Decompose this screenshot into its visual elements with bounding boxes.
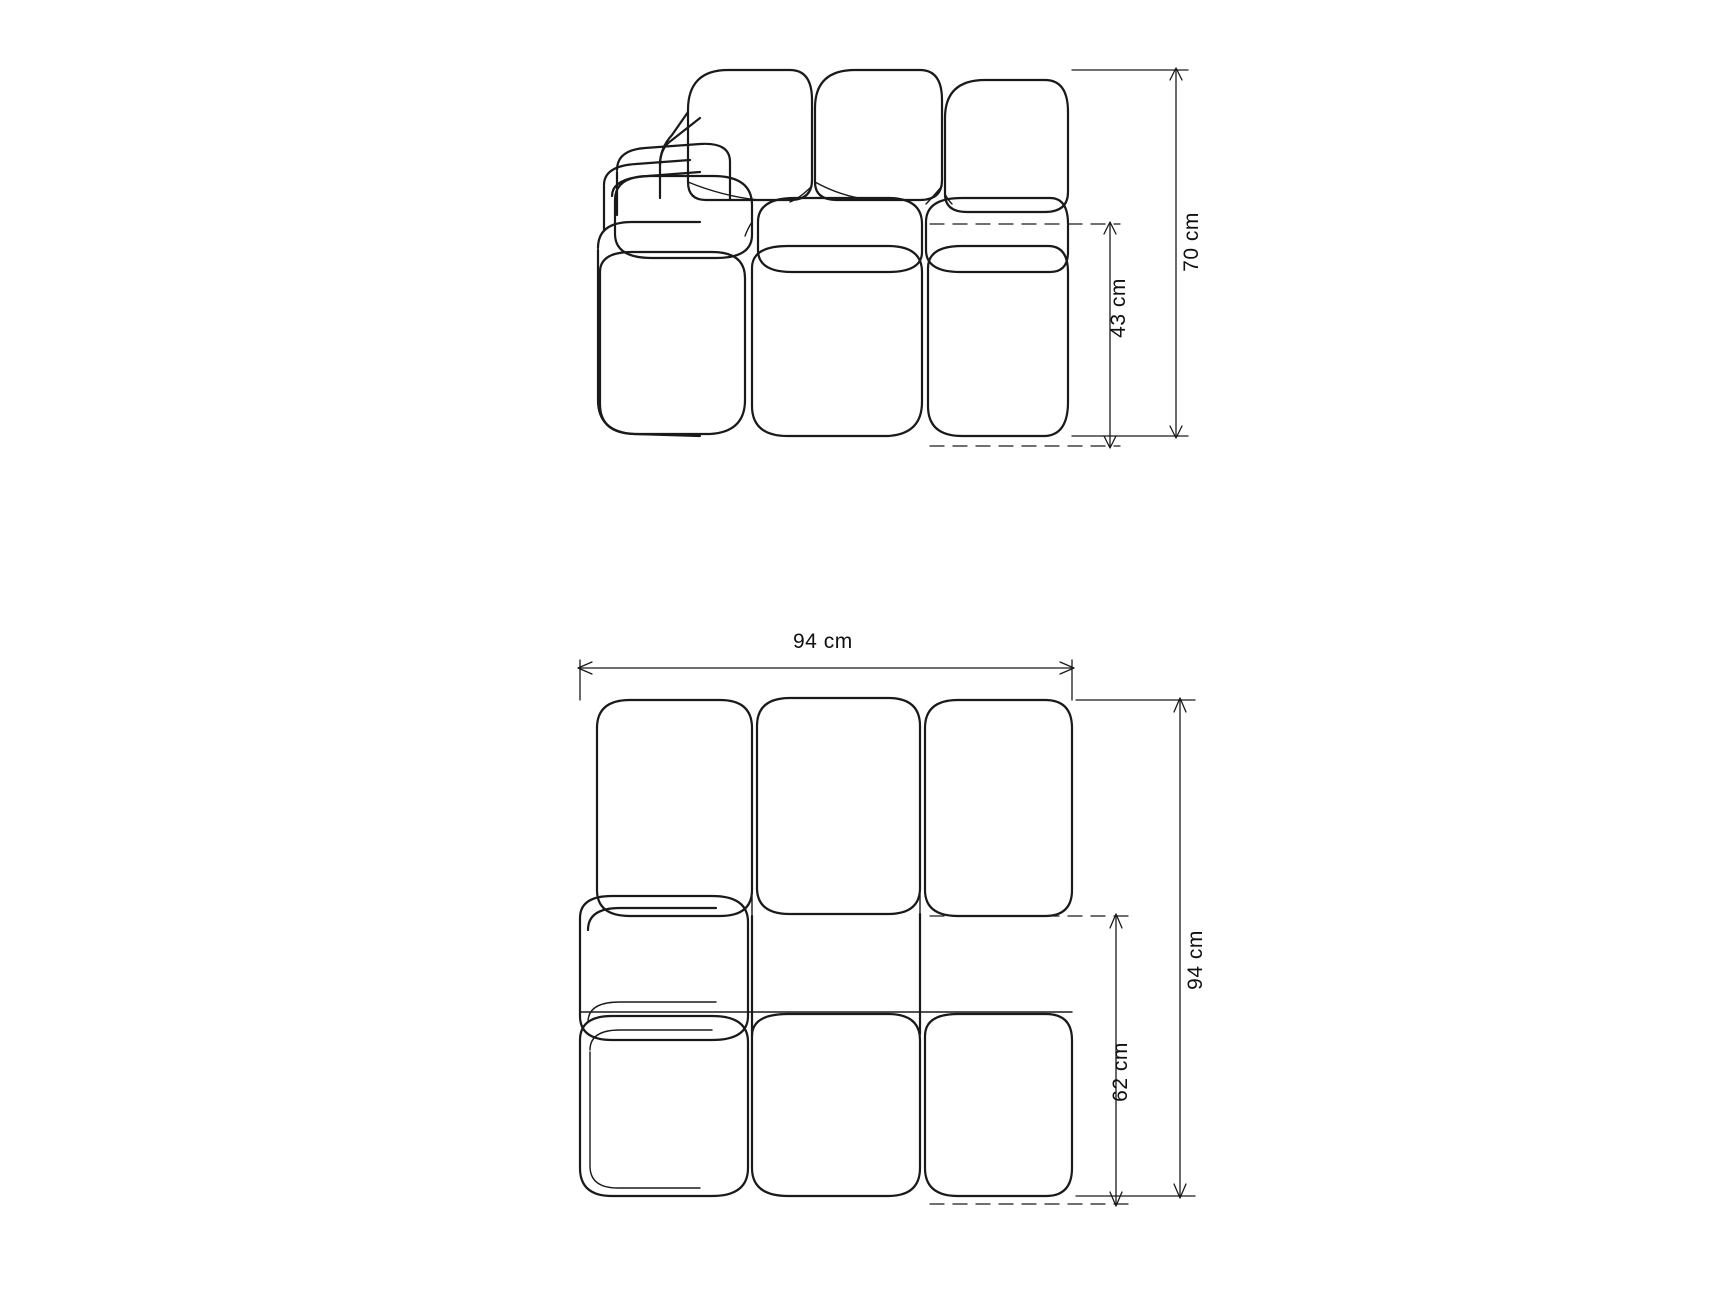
front-view-outline [598,70,1068,436]
dimension-label-height-total: 70 cm [1179,212,1203,272]
top-view-dimensions [578,660,1195,1206]
front-view-dimensions [930,68,1188,448]
top-view-outline [580,698,1072,1196]
dimension-label-depth-total: 94 cm [1183,930,1207,990]
dimension-label-width-total: 94 cm [793,630,853,653]
dimension-label-seat-height: 43 cm [1106,278,1130,338]
dimension-label-seat-depth: 62 cm [1108,1042,1132,1102]
